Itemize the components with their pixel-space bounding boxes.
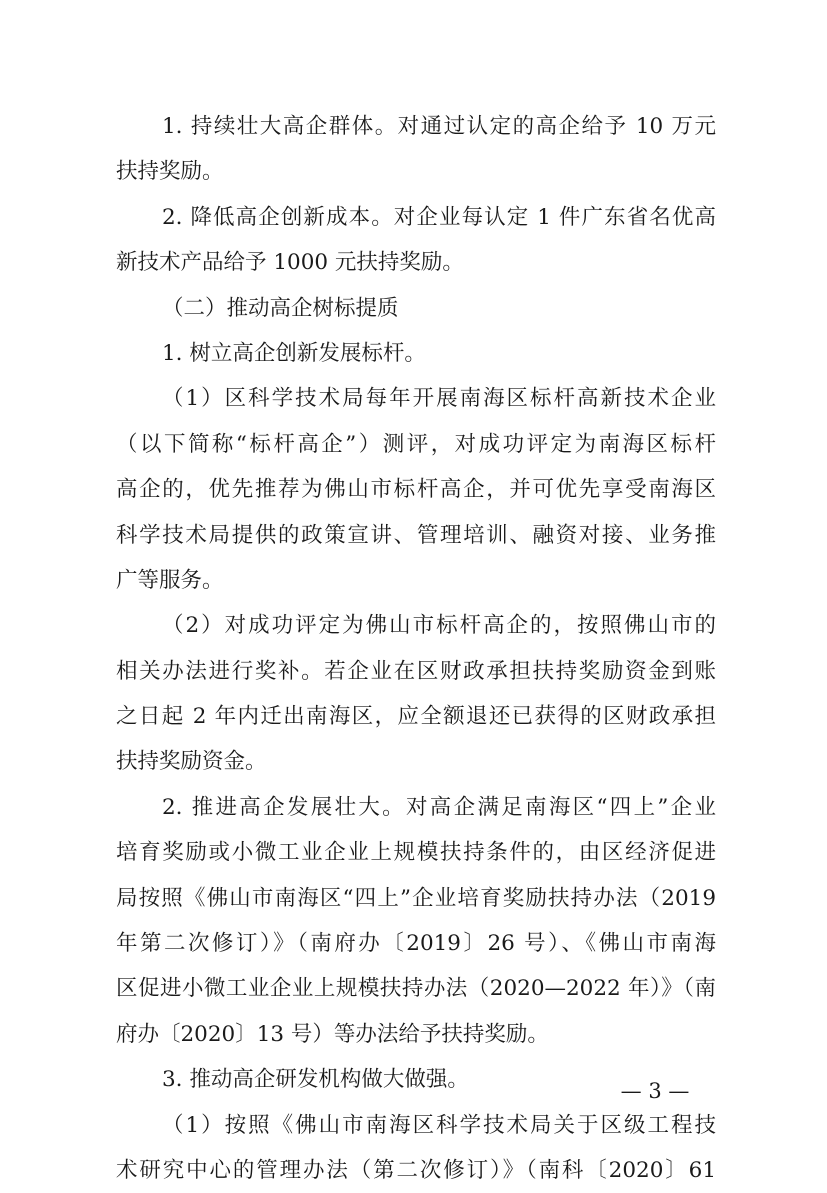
paragraph-line: 府办〔2020〕13 号）等办法给予扶持奖励。 (116, 1021, 549, 1047)
paragraph-line: 年第二次修订）》（南府办〔2019〕26 号）、《佛山市南海 (116, 931, 716, 957)
paragraph-line: 局按照《佛山市南海区“四上”企业培育奖励扶持办法（2019 (116, 885, 716, 911)
paragraph-line: 广等服务。 (116, 567, 224, 593)
paragraph-line: 相关办法进行奖补。若企业在区财政承担扶持奖励资金到账 (116, 658, 716, 684)
paragraph-line: （以下简称“标杆高企”）测评，对成功评定为南海区标杆 (116, 431, 716, 457)
body-text (116, 104, 716, 1193)
section-heading: （二）推动高企树标提质 (162, 295, 399, 321)
page-number: — 3 — (620, 1079, 690, 1103)
paragraph-line: 之日起 2 年内迁出南海区，应全额退还已获得的区财政承担 (116, 704, 716, 730)
paragraph-line: 培育奖励或小微工业企业上规模扶持条件的，由区经济促进 (116, 840, 716, 866)
paragraph-line: 1. 持续壮大高企群体。对通过认定的高企给予 10 万元 (162, 114, 716, 139)
subsection-heading: 1. 树立高企创新发展标杆。 (162, 340, 426, 366)
subsection-heading: 3. 推动高企研发机构做大做强。 (162, 1067, 469, 1093)
paragraph-line: （1）区科学技术局每年开展南海区标杆高新技术企业 (162, 386, 716, 412)
paragraph-line: 扶持奖励。 (116, 159, 224, 185)
paragraph-line: 2. 推进高企发展壮大。对高企满足南海区“四上”企业 (162, 794, 716, 820)
paragraph-line: 术研究中心的管理办法（第二次修订）》（南科〔2020〕61 (116, 1157, 716, 1183)
paragraph-line: 科学技术局提供的政策宣讲、管理培训、融资对接、业务推 (116, 522, 716, 548)
paragraph-line: （1）按照《佛山市南海区科学技术局关于区级工程技 (162, 1112, 716, 1138)
paragraph-line: （2）对成功评定为佛山市标杆高企的，按照佛山市的 (162, 613, 716, 639)
paragraph-line: 高企的，优先推荐为佛山市标杆高企，并可优先享受南海区 (116, 477, 716, 503)
paragraph-line: 新技术产品给予 1000 元扶持奖励。 (116, 250, 464, 276)
paragraph-line: 2. 降低高企创新成本。对企业每认定 1 件广东省名优高 (162, 204, 716, 230)
paragraph-line: 扶持奖励资金。 (116, 749, 267, 775)
paragraph-line: 区促进小微工业企业上规模扶持办法（2020—2022 年）》（南 (116, 976, 716, 1002)
